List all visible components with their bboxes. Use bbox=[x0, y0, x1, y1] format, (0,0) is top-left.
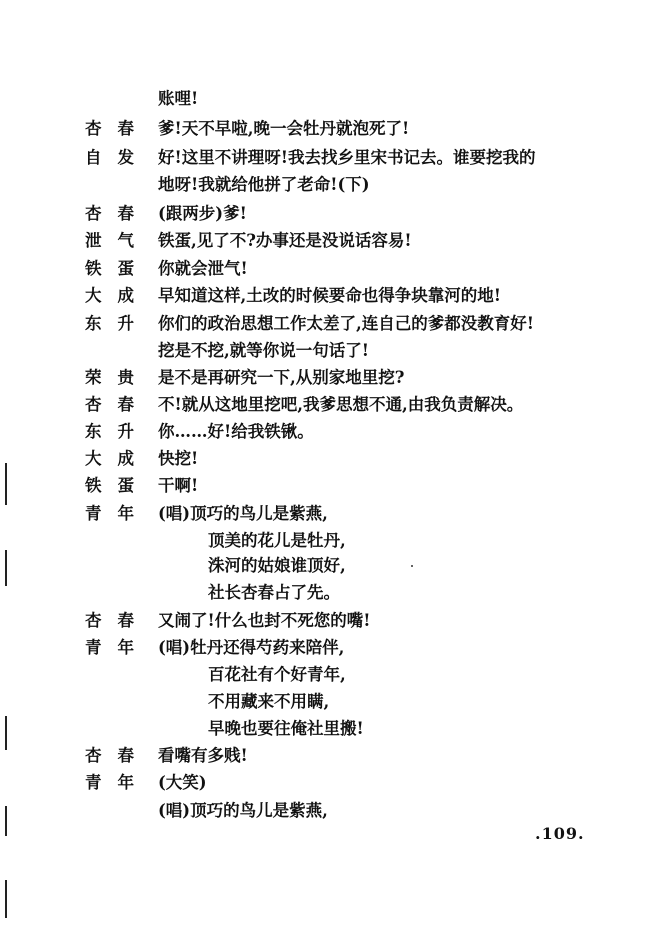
dialogue-text: 是不是再研究一下,从别家地里挖? bbox=[158, 368, 405, 387]
dialogue-text: (大笑) bbox=[158, 773, 207, 792]
speaker-name: 杏春 bbox=[85, 204, 150, 223]
speaker-name: 东升 bbox=[85, 314, 150, 333]
speaker-name: 青年 bbox=[85, 504, 150, 523]
dialogue-text: 看嘴有多贱! bbox=[158, 746, 248, 765]
speaker-name: 铁蛋 bbox=[85, 259, 150, 278]
dialogue-text: 不用藏来不用瞒, bbox=[208, 692, 330, 711]
dialogue-text: 顶美的花儿是牡丹, bbox=[208, 531, 346, 550]
scan-speck bbox=[411, 565, 413, 567]
speaker-name: 青年 bbox=[85, 638, 150, 657]
dialogue-text: 百花社有个好青年, bbox=[208, 665, 346, 684]
speaker-name: 青年 bbox=[85, 773, 150, 792]
speaker-name: 杏春 bbox=[85, 611, 150, 630]
scan-edge-mark bbox=[5, 880, 7, 918]
dialogue-text: 洙河的姑娘谁顶好, bbox=[208, 556, 346, 575]
dialogue-text: (跟两步)爹! bbox=[158, 204, 247, 223]
dialogue-text: 地呀!我就给他拼了老命!(下) bbox=[158, 175, 370, 194]
speaker-name: 杏春 bbox=[85, 395, 150, 414]
dialogue-text: 不!就从这地里挖吧,我爹思想不通,由我负责解决。 bbox=[158, 395, 524, 414]
dialogue-text: 爹!天不早啦,晚一会牡丹就泡死了! bbox=[158, 119, 410, 138]
speaker-name: 大成 bbox=[85, 286, 150, 305]
scan-edge-mark bbox=[5, 550, 7, 586]
page-number: .109. bbox=[535, 824, 585, 843]
dialogue-text: 账哩! bbox=[158, 89, 199, 108]
dialogue-text: 好!这里不讲理呀!我去找乡里宋书记去。谁要挖我的 bbox=[158, 148, 536, 167]
dialogue-text: 你就会泄气! bbox=[158, 259, 248, 278]
dialogue-text: 挖是不挖,就等你说一句话了! bbox=[158, 341, 369, 360]
scan-edge-mark bbox=[5, 463, 7, 505]
dialogue-text: 你……好!给我铁锹。 bbox=[158, 422, 314, 441]
speaker-name: 东升 bbox=[85, 422, 150, 441]
speaker-name: 杏春 bbox=[85, 119, 150, 138]
dialogue-text: 早知道这样,土改的时候要命也得争块靠河的地! bbox=[158, 286, 501, 305]
scan-edge-mark bbox=[5, 806, 7, 836]
speaker-name: 荣贵 bbox=[85, 368, 150, 387]
speaker-name: 泄气 bbox=[85, 231, 150, 250]
dialogue-text: 快挖! bbox=[158, 449, 199, 468]
dialogue-text: 你们的政治思想工作太差了,连自己的爹都没教育好! bbox=[158, 314, 534, 333]
dialogue-text: (唱)顶巧的鸟儿是紫燕, bbox=[158, 801, 328, 820]
scan-edge-mark bbox=[5, 716, 7, 750]
speaker-name: 铁蛋 bbox=[85, 476, 150, 495]
dialogue-text: 早晚也要往俺社里搬! bbox=[208, 719, 364, 738]
dialogue-text: (唱)顶巧的鸟儿是紫燕, bbox=[158, 504, 328, 523]
dialogue-text: 又闹了!什么也封不死您的嘴! bbox=[158, 611, 371, 630]
speaker-name: 自发 bbox=[85, 148, 150, 167]
dialogue-text: 干啊! bbox=[158, 476, 199, 495]
dialogue-text: 社长杏春占了先。 bbox=[208, 583, 340, 602]
speaker-name: 大成 bbox=[85, 449, 150, 468]
dialogue-text: 铁蛋,见了不?办事还是没说话容易! bbox=[158, 231, 412, 250]
speaker-name: 杏春 bbox=[85, 746, 150, 765]
dialogue-text: (唱)牡丹还得芍药来陪伴, bbox=[158, 638, 345, 657]
